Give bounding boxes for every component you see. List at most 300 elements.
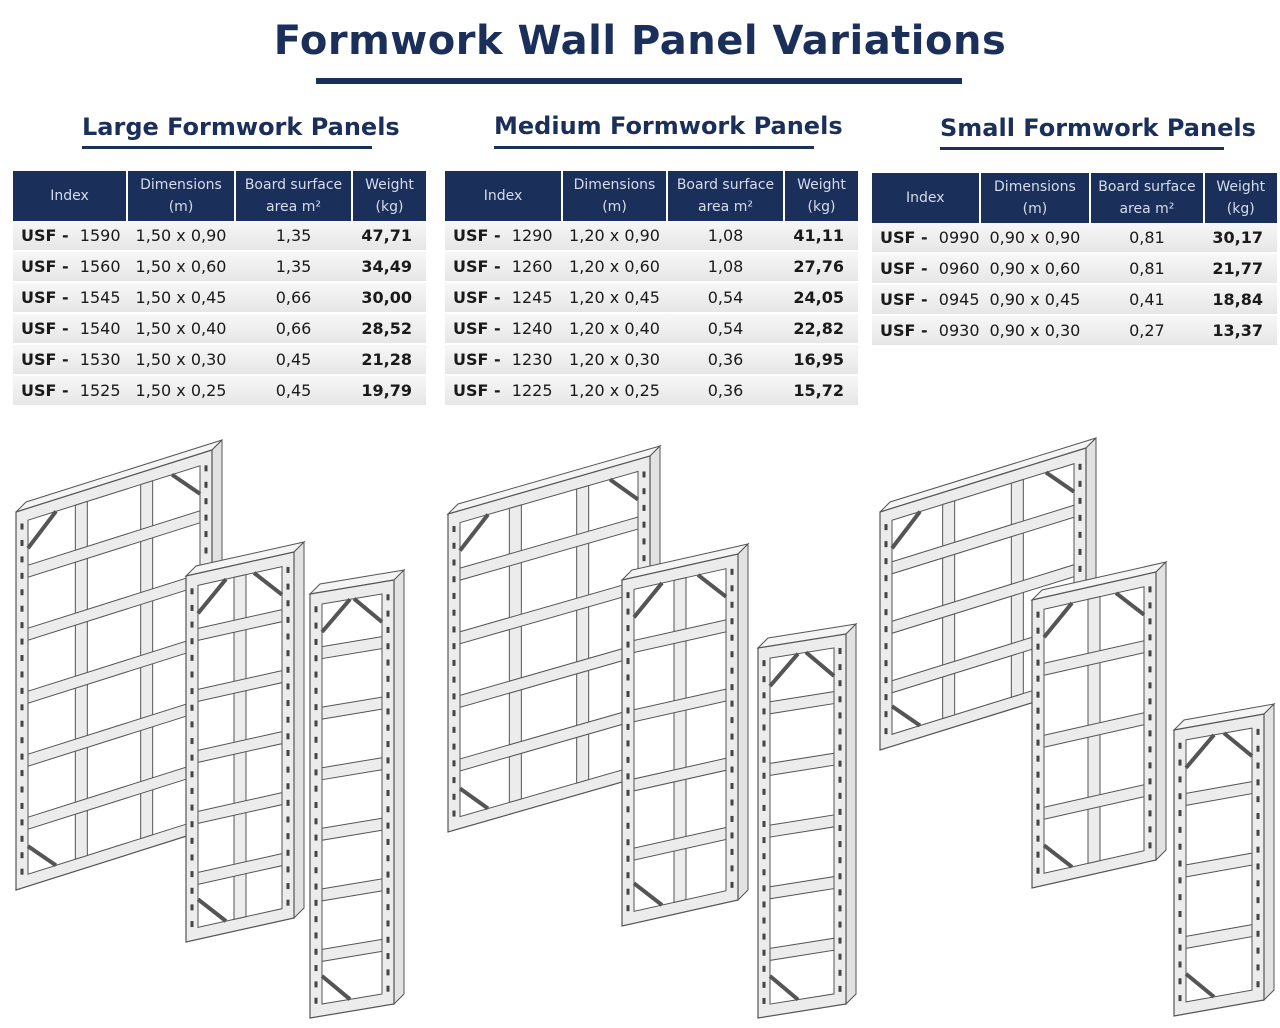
table-row: [13, 251, 426, 282]
bolt-hole: [763, 708, 766, 714]
bolt-hole: [287, 883, 290, 889]
bolt-hole: [287, 850, 290, 856]
panel-inner: [460, 471, 638, 816]
bolt-hole: [453, 626, 456, 632]
dimensions-cell: 1,20 x 0,60: [562, 251, 667, 282]
bolt-hole: [453, 576, 456, 582]
bolt-hole: [763, 789, 766, 795]
bolt-hole: [21, 573, 24, 579]
bolt-hole: [1149, 762, 1152, 768]
bolt-hole: [287, 767, 290, 773]
index-cell: [445, 251, 562, 282]
bolt-hole: [387, 725, 390, 731]
area-cell: 0,81: [1090, 253, 1203, 284]
table-row: [872, 223, 1277, 253]
bolt-hole: [315, 720, 318, 726]
index-cell: [13, 375, 127, 406]
bolt-hole: [315, 606, 318, 612]
bolt-hole: [287, 667, 290, 673]
bolt-hole: [21, 639, 24, 645]
table-row: [445, 221, 858, 251]
panel-medium-60: [622, 544, 748, 926]
medium-panels-table: [445, 171, 858, 407]
bolt-hole: [387, 757, 390, 763]
dimensions-cell: 1,20 x 0,45: [562, 282, 667, 313]
area-cell: 0,45: [235, 344, 352, 375]
bolt-hole: [21, 786, 24, 792]
bolt-hole: [315, 884, 318, 890]
bolt-hole: [885, 575, 888, 581]
bolt-hole: [627, 707, 630, 713]
index-cell: [445, 313, 562, 344]
bolt-hole: [885, 677, 888, 683]
bolt-hole: [1037, 676, 1040, 682]
bolt-hole: [885, 609, 888, 615]
area-cell: 0,66: [235, 282, 352, 313]
bolt-hole: [191, 705, 194, 711]
bolt-hole: [315, 655, 318, 661]
bolt-hole: [1257, 847, 1260, 853]
bolt-hole: [205, 515, 208, 521]
bolt-hole: [1149, 698, 1152, 704]
bolt-hole: [21, 869, 24, 875]
bolt-hole: [731, 717, 734, 723]
index-prefix: USF -: [453, 319, 501, 338]
bolt-hole: [885, 694, 888, 700]
bolt-hole: [885, 592, 888, 598]
bolt-hole: [1179, 877, 1182, 883]
bolt-hole: [315, 688, 318, 694]
table-row: [445, 375, 858, 406]
bolt-hole: [315, 672, 318, 678]
bolt-hole: [387, 708, 390, 714]
bolt-hole: [627, 790, 630, 796]
index-code: 1530: [79, 350, 121, 369]
bolt-hole: [1179, 995, 1182, 1001]
bolt-hole: [1149, 618, 1152, 624]
bolt-hole: [1037, 852, 1040, 858]
table-row: [872, 284, 1277, 315]
table-row: [445, 313, 858, 344]
index-cell: [13, 251, 127, 282]
bolt-hole: [1037, 708, 1040, 714]
bolt-hole: [763, 950, 766, 956]
bolt-hole: [387, 855, 390, 861]
weight-cell: 21,28: [352, 344, 426, 375]
dimensions-cell: 1,50 x 0,60: [127, 251, 235, 282]
bolt-hole: [387, 986, 390, 992]
area-cell: 1,08: [667, 221, 784, 251]
bolt-hole: [21, 655, 24, 661]
bolt-hole: [315, 818, 318, 824]
index-code: 0990: [938, 228, 980, 247]
bolt-hole: [453, 559, 456, 565]
table-row: [445, 344, 858, 375]
bolt-hole: [205, 548, 208, 554]
index-code: 1560: [79, 257, 121, 276]
table-header-row: [872, 173, 1277, 223]
header-board-surface: Board surface area m²: [667, 171, 784, 221]
header-weight: Weight (kg): [1204, 173, 1277, 223]
bolt-hole: [1179, 945, 1182, 951]
bolt-hole: [21, 819, 24, 825]
index-code: 1545: [79, 288, 121, 307]
bolt-hole: [1179, 861, 1182, 867]
section-title-medium: Medium Formwork Panels: [494, 112, 843, 140]
bolt-hole: [1149, 714, 1152, 720]
dimensions-cell: 1,20 x 0,25: [562, 375, 667, 406]
bolt-hole: [627, 889, 630, 895]
bolt-hole: [1179, 776, 1182, 782]
weight-cell: 18,84: [1204, 284, 1277, 315]
bolt-hole: [1149, 778, 1152, 784]
bolt-hole: [1149, 826, 1152, 832]
bolt-hole: [387, 839, 390, 845]
bolt-hole: [1179, 894, 1182, 900]
bolt-hole: [627, 773, 630, 779]
index-prefix: USF -: [21, 288, 69, 307]
bolt-hole: [839, 905, 842, 911]
bolt-hole: [627, 856, 630, 862]
bolt-hole: [315, 900, 318, 906]
bolt-hole: [839, 761, 842, 767]
bolt-hole: [839, 986, 842, 992]
weight-cell: 19,79: [352, 375, 426, 406]
header-weight: Weight (kg): [784, 171, 858, 221]
bolt-hole: [1257, 763, 1260, 769]
bolt-hole: [315, 753, 318, 759]
bolt-hole: [1257, 746, 1260, 752]
section-title-large: Large Formwork Panels: [82, 113, 400, 141]
bolt-hole: [21, 688, 24, 694]
panel-small-60: [1032, 562, 1166, 888]
bolt-hole: [387, 806, 390, 812]
bolt-hole: [1179, 928, 1182, 934]
bolt-hole: [1149, 650, 1152, 656]
index-cell: [872, 223, 980, 253]
bolt-hole: [885, 643, 888, 649]
bolt-hole: [1179, 793, 1182, 799]
bolt-hole: [763, 853, 766, 859]
weight-cell: 27,76: [784, 251, 858, 282]
panel-side-edge: [846, 624, 856, 1004]
bolt-hole: [763, 885, 766, 891]
bolt-hole: [627, 625, 630, 631]
bolt-hole: [763, 676, 766, 682]
bolt-hole: [731, 651, 734, 657]
panel-vertical-rib: [674, 578, 686, 903]
bolt-hole: [839, 922, 842, 928]
bolt-hole: [643, 471, 646, 477]
bolt-hole: [839, 793, 842, 799]
bolt-hole: [731, 701, 734, 707]
bolt-hole: [731, 783, 734, 789]
bolt-hole: [387, 872, 390, 878]
bolt-hole: [731, 750, 734, 756]
section-underline-small: [940, 147, 1224, 150]
bolt-hole: [763, 982, 766, 988]
area-cell: 0,36: [667, 375, 784, 406]
bolt-hole: [1079, 566, 1082, 572]
bolt-hole: [315, 998, 318, 1004]
bolt-hole: [1037, 788, 1040, 794]
bolt-hole: [763, 692, 766, 698]
bolt-hole: [387, 611, 390, 617]
index-cell: [13, 313, 127, 344]
bolt-hole: [731, 602, 734, 608]
bolt-hole: [731, 767, 734, 773]
dimensions-cell: 1,50 x 0,45: [127, 282, 235, 313]
bolt-hole: [839, 889, 842, 895]
bolt-hole: [627, 905, 630, 911]
small-panels-table: [872, 173, 1277, 347]
bolt-hole: [387, 741, 390, 747]
bolt-hole: [191, 871, 194, 877]
bolt-hole: [839, 825, 842, 831]
weight-cell: 16,95: [784, 344, 858, 375]
bolt-hole: [731, 865, 734, 871]
bolt-hole: [763, 837, 766, 843]
bolt-hole: [387, 920, 390, 926]
bolt-hole: [1257, 948, 1260, 954]
bolt-hole: [191, 638, 194, 644]
bolt-hole: [287, 634, 290, 640]
bolt-hole: [315, 769, 318, 775]
bolt-hole: [1149, 746, 1152, 752]
area-cell: 0,66: [235, 313, 352, 344]
bolt-hole: [839, 745, 842, 751]
bolt-hole: [315, 916, 318, 922]
bolt-hole: [315, 639, 318, 645]
bolt-hole: [191, 771, 194, 777]
bolt-hole: [839, 680, 842, 686]
bolt-hole: [205, 531, 208, 537]
weight-cell: 21,77: [1204, 253, 1277, 284]
bolt-hole: [627, 642, 630, 648]
bolt-hole: [453, 760, 456, 766]
index-code: 1260: [511, 257, 553, 276]
bolt-hole: [839, 696, 842, 702]
index-prefix: USF -: [453, 288, 501, 307]
index-code: 0960: [938, 259, 980, 278]
dimensions-cell: 0,90 x 0,90: [980, 223, 1091, 253]
panel-side-edge: [1156, 562, 1166, 860]
area-cell: 0,81: [1090, 223, 1203, 253]
index-prefix: USF -: [880, 321, 928, 340]
table-row: [445, 251, 858, 282]
bolt-hole: [1037, 692, 1040, 698]
bolt-hole: [191, 788, 194, 794]
bolt-hole: [1079, 549, 1082, 555]
panel-illustrations: [0, 430, 1280, 1028]
dimensions-cell: 1,50 x 0,25: [127, 375, 235, 406]
weight-cell: 24,05: [784, 282, 858, 313]
bolt-hole: [21, 606, 24, 612]
weight-cell: 13,37: [1204, 315, 1277, 346]
header-dimensions: Dimensions (m): [127, 171, 235, 221]
bolt-hole: [387, 676, 390, 682]
index-cell: [445, 344, 562, 375]
bolt-hole: [731, 668, 734, 674]
bolt-hole: [191, 588, 194, 594]
bolt-hole: [453, 693, 456, 699]
header-dimensions: Dimensions (m): [562, 171, 667, 221]
bolt-hole: [315, 786, 318, 792]
bolt-hole: [643, 555, 646, 561]
area-cell: 1,08: [667, 251, 784, 282]
bolt-hole: [453, 610, 456, 616]
bolt-hole: [191, 655, 194, 661]
index-prefix: USF -: [453, 257, 501, 276]
bolt-hole: [627, 675, 630, 681]
bolt-hole: [1149, 586, 1152, 592]
bolt-hole: [885, 541, 888, 547]
bolt-hole: [627, 592, 630, 598]
dimensions-cell: 1,50 x 0,90: [127, 221, 235, 251]
bolt-hole: [627, 872, 630, 878]
index-cell: [872, 315, 980, 346]
bolt-hole: [287, 900, 290, 906]
bolt-hole: [731, 816, 734, 822]
bolt-hole: [453, 811, 456, 817]
bolt-hole: [1037, 612, 1040, 618]
bolt-hole: [315, 704, 318, 710]
bolt-hole: [287, 584, 290, 590]
bolt-hole: [287, 866, 290, 872]
dimensions-cell: 1,20 x 0,40: [562, 313, 667, 344]
bolt-hole: [627, 691, 630, 697]
dimensions-cell: 0,90 x 0,45: [980, 284, 1091, 315]
bolt-hole: [731, 832, 734, 838]
bolt-hole: [21, 704, 24, 710]
bolt-hole: [453, 643, 456, 649]
bolt-hole: [191, 805, 194, 811]
bolt-hole: [1257, 729, 1260, 735]
bolt-hole: [763, 966, 766, 972]
table-row: [13, 313, 426, 344]
index-cell: [872, 284, 980, 315]
bolt-hole: [839, 873, 842, 879]
index-prefix: USF -: [880, 290, 928, 309]
bolt-hole: [21, 556, 24, 562]
weight-cell: 30,00: [352, 282, 426, 313]
area-cell: 1,35: [235, 251, 352, 282]
index-prefix: USF -: [453, 350, 501, 369]
bolt-hole: [731, 585, 734, 591]
bolt-hole: [1257, 779, 1260, 785]
index-prefix: USF -: [21, 350, 69, 369]
bolt-hole: [21, 671, 24, 677]
bolt-hole: [839, 938, 842, 944]
index-prefix: USF -: [21, 381, 69, 400]
bolt-hole: [315, 623, 318, 629]
bolt-hole: [627, 658, 630, 664]
bolt-hole: [191, 904, 194, 910]
bolt-hole: [453, 543, 456, 549]
bolt-hole: [21, 737, 24, 743]
bolt-hole: [839, 857, 842, 863]
bolt-hole: [643, 522, 646, 528]
dimensions-cell: 1,20 x 0,90: [562, 221, 667, 251]
weight-cell: 15,72: [784, 375, 858, 406]
table-row: [13, 282, 426, 313]
bolt-hole: [1257, 964, 1260, 970]
table-row: [13, 221, 426, 251]
bolt-hole: [21, 524, 24, 530]
header-board-surface: Board surface area m²: [235, 171, 352, 221]
bolt-hole: [763, 724, 766, 730]
index-prefix: USF -: [453, 226, 501, 245]
bolt-hole: [839, 728, 842, 734]
table-row: [13, 375, 426, 406]
index-code: 0930: [938, 321, 980, 340]
index-code: 1225: [511, 381, 553, 400]
bolt-hole: [885, 728, 888, 734]
bolt-hole: [315, 965, 318, 971]
bolt-hole: [287, 700, 290, 706]
bolt-hole: [1149, 634, 1152, 640]
weight-cell: 30,17: [1204, 223, 1277, 253]
area-cell: 0,41: [1090, 284, 1203, 315]
table-row: [13, 344, 426, 375]
bolt-hole: [387, 969, 390, 975]
area-cell: 1,35: [235, 221, 352, 251]
bolt-hole: [21, 540, 24, 546]
panel-side-edge: [738, 544, 748, 900]
bolt-hole: [453, 727, 456, 733]
index-prefix: USF -: [453, 381, 501, 400]
table-row: [872, 253, 1277, 284]
bolt-hole: [731, 635, 734, 641]
area-cell: 0,54: [667, 282, 784, 313]
bolt-hole: [731, 882, 734, 888]
header-index: Index: [13, 171, 127, 221]
bolt-hole: [453, 526, 456, 532]
bolt-hole: [1149, 794, 1152, 800]
bolt-hole: [763, 934, 766, 940]
bolt-hole: [1149, 602, 1152, 608]
bolt-hole: [387, 888, 390, 894]
weight-cell: 47,71: [352, 221, 426, 251]
bolt-hole: [643, 538, 646, 544]
bolt-hole: [885, 558, 888, 564]
panel-drawings: [16, 438, 1274, 1018]
weight-cell: 34,49: [352, 251, 426, 282]
bolt-hole: [839, 841, 842, 847]
bolt-hole: [191, 622, 194, 628]
bolt-hole: [1079, 515, 1082, 521]
bolt-hole: [191, 605, 194, 611]
index-cell: [872, 253, 980, 284]
bolt-hole: [191, 671, 194, 677]
bolt-hole: [1037, 644, 1040, 650]
bolt-hole: [387, 823, 390, 829]
index-code: 1240: [511, 319, 553, 338]
bolt-hole: [839, 712, 842, 718]
bolt-hole: [191, 854, 194, 860]
bolt-hole: [21, 589, 24, 595]
panel-large-60: [186, 542, 304, 942]
bolt-hole: [763, 869, 766, 875]
bolt-hole: [627, 839, 630, 845]
bolt-hole: [191, 821, 194, 827]
bolt-hole: [287, 817, 290, 823]
bolt-hole: [839, 970, 842, 976]
bolt-hole: [1037, 660, 1040, 666]
bolt-hole: [453, 710, 456, 716]
bolt-hole: [1037, 628, 1040, 634]
bolt-hole: [287, 833, 290, 839]
